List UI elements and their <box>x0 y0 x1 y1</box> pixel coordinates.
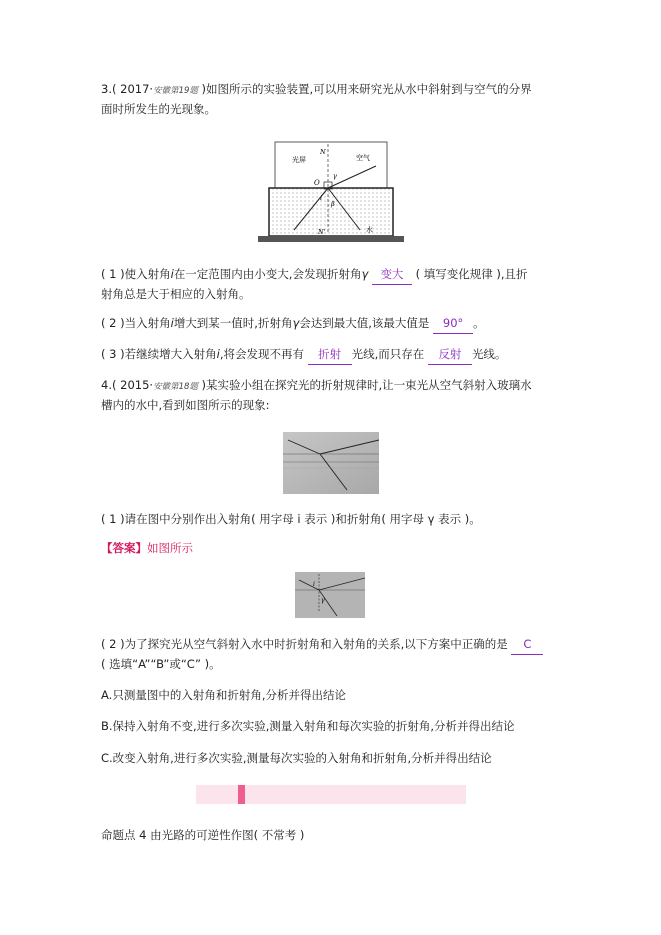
q3-part1-line2: 射角总是大于相应的入射角。 <box>101 287 251 301</box>
water-fill <box>271 188 391 234</box>
q4-number: 4.( <box>101 378 117 392</box>
q3-stem-line1 <box>101 80 571 101</box>
q4-answer-figure <box>295 572 365 618</box>
q3-p2-text-b: 增大到某一值时,折射角 <box>173 316 293 330</box>
q4-source: 安徽第18题 <box>153 382 198 392</box>
q4-p2-text-a: ( 2 )为了探究光从空气斜射入水中时折射角和入射角的关系,以下方案中正确的是 <box>101 637 508 651</box>
answer-i-label: i <box>313 581 315 588</box>
q4-option-c: C.改变入射角,进行多次实验,测量每次实验的入射角和折射角,分析并得出结论 <box>101 751 492 765</box>
answer-text: 如图所示 <box>147 541 193 555</box>
q3-p1-answer: 变大 <box>372 265 412 285</box>
screen-label: 光屏 <box>292 156 306 164</box>
q3-p3-answer-reflection: 反射 <box>428 345 472 365</box>
section-heading: 命题点 4 由光路的可逆性作图( 不常考 ) <box>101 828 305 842</box>
beta-label: β <box>331 200 335 208</box>
light-screen <box>275 142 387 188</box>
point-o-label: O <box>314 179 320 187</box>
q4-part2-line1 <box>101 635 571 655</box>
q3-part1-line1 <box>101 265 571 285</box>
q3-part3 <box>101 345 571 365</box>
q3-p2-var-gamma: γ <box>292 316 300 330</box>
q4-stem-text: )某实验小组在探究光的折射规律时,让一束光从空气斜射入玻璃水 <box>201 378 532 392</box>
q3-year: 2017· <box>120 82 154 96</box>
q3-p1-text-b: 在一定范围内由小变大,会发现折射角 <box>173 267 362 281</box>
q3-p2-answer: 90° <box>433 314 473 334</box>
q4-water-tank-photo <box>283 432 379 494</box>
q3-p2-text-a: ( 2 )当入射角 <box>101 316 171 330</box>
answer-gamma-label: γ <box>321 597 325 604</box>
q4-part2-line2: ( 选填“A”“B”或“C” )。 <box>101 657 221 671</box>
section-banner <box>196 785 466 804</box>
q3-p3-answer-refraction: 折射 <box>308 345 352 365</box>
q3-stem-text: )如图所示的实验装置,可以用来研究光从水中斜射到与空气的分界 <box>201 82 532 96</box>
q3-p1-text-c: ( 填写变化规律 ),且折 <box>415 267 528 281</box>
normal-top-label: N <box>320 148 326 156</box>
q4-stem-line2: 槽内的水中,看到如图所示的现象: <box>101 398 270 412</box>
q4-option-b: B.保持入射角不变,进行多次实验,测量入射角和每次实验的折射角,分析并得出结论 <box>101 719 515 733</box>
q3-p3-text-a: ( 3 )若继续增大入射角 <box>101 347 217 361</box>
q3-source: 安徽第19题 <box>153 86 198 96</box>
answer-tag: 【答案】 <box>101 541 147 555</box>
q3-p1-var-gamma: γ <box>361 267 369 281</box>
photo-background <box>283 432 379 494</box>
q3-p2-text-d: 。 <box>473 316 485 330</box>
q3-p2-text-c: 会达到最大值,该最大值是 <box>299 316 430 330</box>
q4-year: 2015· <box>120 378 154 392</box>
normal-bottom-label: N' <box>318 228 326 236</box>
section-banner-block <box>238 785 245 804</box>
q3-part2 <box>101 314 571 334</box>
q3-p2-var-i: i <box>170 316 174 330</box>
q4-p2-answer: C <box>511 635 543 655</box>
q3-p1-text-a: ( 1 )使入射角 <box>101 267 171 281</box>
q4-option-a: A.只测量图中的入射角和折射角,分析并得出结论 <box>101 688 346 702</box>
air-label: 空气 <box>356 154 370 162</box>
tank-base <box>258 236 404 242</box>
i-label: i <box>320 194 323 202</box>
q3-p1-var-i: i <box>170 267 174 281</box>
q3-number: 3.( <box>101 82 117 96</box>
q3-p3-text-d: 光线。 <box>471 347 507 361</box>
q3-refraction-apparatus-figure <box>256 140 406 244</box>
q3-stem-line2: 面时所发生的光现象。 <box>101 102 216 116</box>
q4-part1: ( 1 )请在图中分别作出入射角( 用字母 i 表示 )和折射角( 用字母 γ 表示 )。 <box>101 512 481 526</box>
gamma-label: γ <box>333 172 337 180</box>
q3-p3-text-b: ,将会发现不再有 <box>219 347 304 361</box>
q3-p3-text-c: 光线,而只存在 <box>351 347 425 361</box>
answer-photo-bg <box>295 572 365 618</box>
q4-answer-line <box>101 539 571 558</box>
water-label: 水 <box>366 226 373 234</box>
q3-p3-var-i: i <box>216 347 220 361</box>
q4-stem-line1 <box>101 376 571 397</box>
